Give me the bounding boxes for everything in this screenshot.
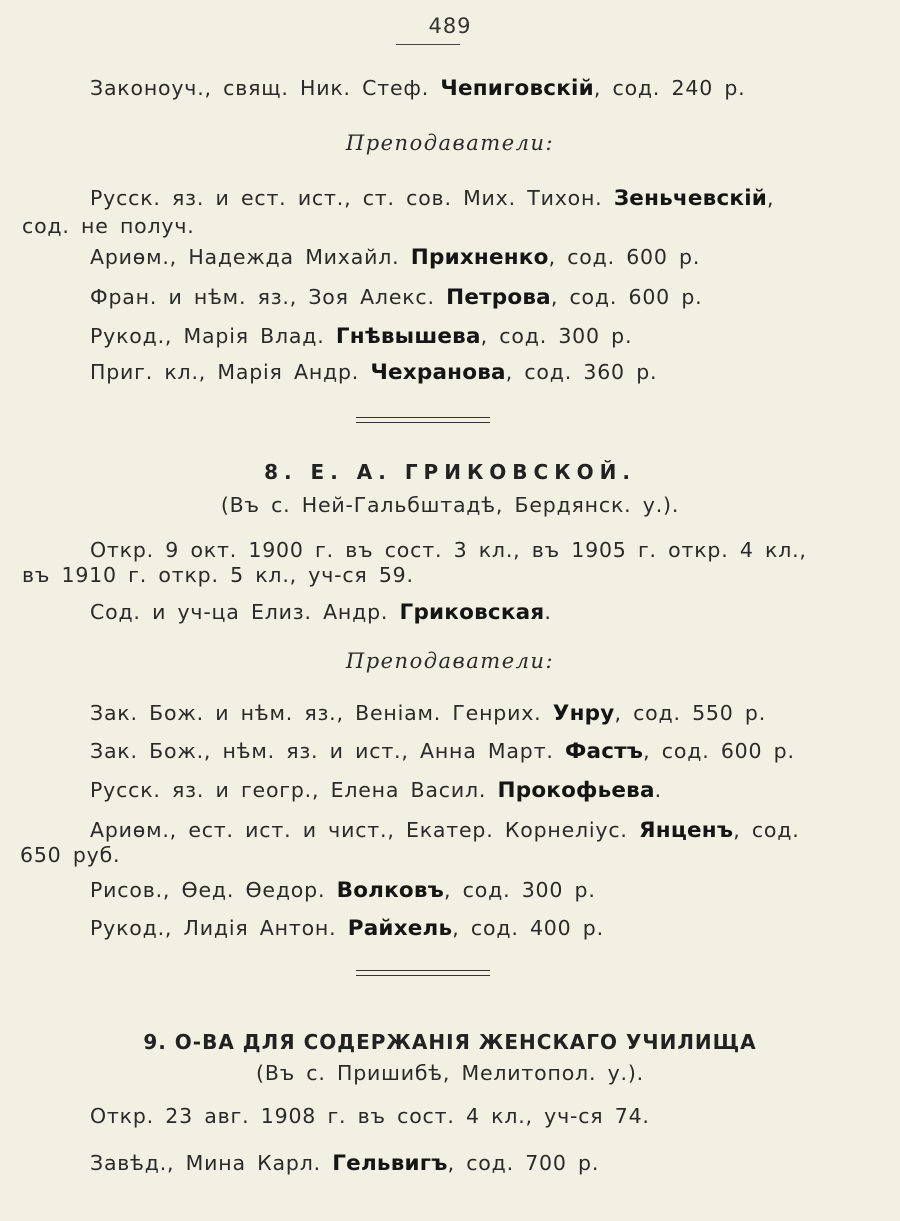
section-divider <box>356 417 490 423</box>
teacher-entry <box>90 323 632 350</box>
entry-prefix: Приг. кл., Марія Андр. <box>90 360 360 384</box>
entry-suffix: . <box>654 778 662 802</box>
teacher-entry <box>90 284 702 311</box>
teacher-entry <box>90 915 604 942</box>
entry-name: Гельвигъ <box>332 1151 448 1176</box>
entry-suffix: , сод. <box>733 818 800 842</box>
teacher-entry <box>90 877 596 904</box>
entry-name: Янценъ <box>639 818 734 843</box>
entry-suffix: , сод. 600 р. <box>550 285 703 309</box>
entry-name: Гриковская <box>399 600 545 625</box>
entry-name: Прихненко <box>410 245 549 270</box>
teachers-heading: Преподаватели: <box>345 649 555 673</box>
entry-suffix: , сод. 240 р. <box>593 76 746 100</box>
entry-suffix: , сод. 360 р. <box>505 360 658 384</box>
entry-prefix: Рукод., Лидія Антон. <box>90 916 337 940</box>
entry-suffix: , сод. 700 р. <box>447 1151 600 1175</box>
teacher-entry <box>90 738 795 765</box>
entry-suffix: , сод. 550 р. <box>614 701 767 725</box>
teacher-entry <box>90 359 657 386</box>
entry-prefix: Законоуч., свящ. Ник. Стеф. <box>90 76 430 100</box>
entry-name: Фастъ <box>564 739 644 764</box>
entry-name: Прокофьева <box>497 778 655 803</box>
section-8-opened: Откр. 9 окт. 1900 г. въ сост. 3 кл., въ 1905 г. откр. 4 кл., <box>90 538 807 562</box>
entry-prefix: Рисов., Ѳед. Ѳедор. <box>90 878 326 902</box>
entry-prefix: Ариѳм., ест. ист. и чист., Екатер. Корнеліус. <box>90 818 628 842</box>
entry-prefix: Рукод., Марія Влад. <box>90 324 325 348</box>
entry-prefix: Зак. Бож., нѣм. яз. и ист., Анна Март. <box>90 739 554 763</box>
entry-suffix: , <box>767 186 775 210</box>
law-teacher-entry <box>90 75 746 102</box>
section-8-opened-continuation: въ 1910 г. откр. 5 кл., уч-ся 59. <box>22 563 414 587</box>
teacher-entry <box>90 700 766 727</box>
teacher-entry <box>90 185 774 212</box>
entry-suffix: . <box>544 600 552 624</box>
section-8-location: (Въ с. Ней-Гальбштадѣ, Бердянск. у.). <box>220 493 680 517</box>
section-8-director <box>90 599 552 626</box>
entry-name: Гнѣвышева <box>335 324 481 349</box>
teacher-entry <box>90 817 800 844</box>
entry-name: Петрова <box>446 285 551 310</box>
entry-prefix: Завѣд., Мина Карл. <box>90 1151 321 1175</box>
entry-name: Волковъ <box>336 878 445 903</box>
teacher-entry-continuation: сод. не получ. <box>22 214 195 238</box>
page-number-rule <box>396 44 460 45</box>
entry-name: Зеньчевскій <box>613 186 768 211</box>
section-9-title: 9. О-ВА ДЛЯ СОДЕРЖАНІЯ ЖЕНСКАГО УЧИЛИЩА <box>143 1030 757 1054</box>
entry-suffix: , сод. 300 р. <box>444 878 596 902</box>
entry-suffix: , сод. 600 р. <box>548 245 701 269</box>
teachers-heading: Преподаватели: <box>345 131 555 155</box>
entry-name: Чехранова <box>370 360 506 385</box>
teacher-entry <box>90 777 662 804</box>
entry-prefix: Ариѳм., Надежда Михайл. <box>90 245 400 269</box>
entry-suffix: , сод. 600 р. <box>643 739 795 763</box>
entry-suffix: , сод. 300 р. <box>480 324 633 348</box>
section-8-title: 8. Е. А. ГРИКОВСКОЙ. <box>264 460 636 484</box>
section-divider <box>356 970 490 976</box>
entry-name: Унру <box>552 701 615 726</box>
entry-prefix: Сод. и уч-ца Елиз. Андр. <box>90 600 389 624</box>
section-9-director <box>90 1150 599 1177</box>
page-number: 489 <box>428 14 472 38</box>
entry-prefix: Фран. и нѣм. яз., Зоя Алекс. <box>90 285 435 309</box>
section-9-location: (Въ с. Пришибѣ, Мелитопол. у.). <box>256 1061 644 1085</box>
entry-name: Райхель <box>347 916 453 941</box>
entry-prefix: Зак. Бож. и нѣм. яз., Веніам. Генрих. <box>90 701 542 725</box>
teacher-entry <box>90 244 700 271</box>
teacher-entry-continuation: 650 руб. <box>20 843 121 867</box>
entry-prefix: Русск. яз. и ест. ист., ст. сов. Мих. Тихон. <box>90 186 603 210</box>
entry-prefix: Русск. яз. и геогр., Елена Васил. <box>90 778 487 802</box>
section-9-opened: Откр. 23 авг. 1908 г. въ сост. 4 кл., уч-ся 74. <box>90 1104 650 1128</box>
entry-name: Чепиговскій <box>440 76 594 101</box>
entry-suffix: , сод. 400 р. <box>452 916 604 940</box>
